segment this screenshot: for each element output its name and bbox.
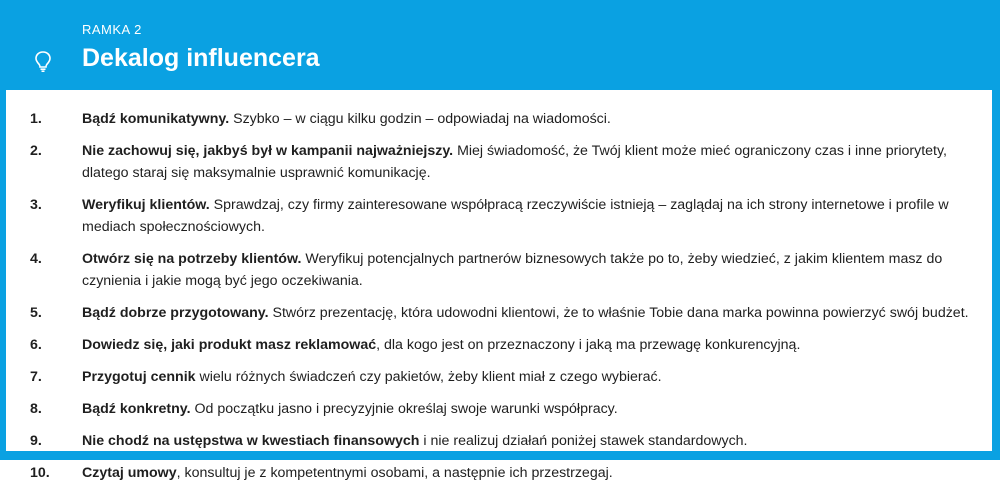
box-header (0, 0, 1000, 90)
list-item (6, 248, 992, 292)
list-item (6, 334, 992, 356)
item-lead: Dowiedz się, jaki produkt masz reklamować (82, 337, 377, 353)
item-number: 3. (30, 197, 42, 213)
decalogue-list (6, 108, 992, 494)
list-item (6, 108, 992, 130)
item-lead: Przygotuj cennik (82, 369, 196, 385)
item-text: , konsultuj je z kompetentnymi osobami, a następnie ich przestrzegaj. (176, 465, 613, 481)
lightbulb-icon (34, 50, 52, 72)
item-lead: Bądź konkretny. (82, 401, 191, 417)
list-item (6, 462, 992, 484)
item-text: wielu różnych świadczeń czy pakietów, żeby klient miał z czego wybierać. (195, 369, 662, 385)
item-text: Stwórz prezentację, która udowodni klientowi, że to właśnie Tobie dana marka powinna powierzyć swój budżet. (268, 305, 969, 321)
item-lead: Otwórz się na potrzeby klientów. (82, 251, 302, 267)
item-number: 5. (30, 305, 42, 321)
item-lead: Nie chodź na ustępstwa w kwestiach finansowych (82, 433, 420, 449)
item-number: 4. (30, 251, 42, 267)
list-item (6, 194, 992, 238)
item-number: 6. (30, 337, 42, 353)
item-number: 8. (30, 401, 42, 417)
item-text: Sprawdzaj, czy firmy zainteresowane współpracą rzeczywiście istnieją – zaglądaj na ich strony internetowe i profile w mediach społecznościowych. (82, 197, 949, 235)
list-item (6, 398, 992, 420)
item-lead: Nie zachowuj się, jakbyś był w kampanii najważniejszy. (82, 143, 454, 159)
item-number: 10. (30, 465, 50, 481)
box-kicker: RAMKA 2 (82, 22, 142, 37)
decalogue-panel (6, 90, 992, 481)
list-item (6, 430, 992, 452)
list-item (6, 302, 992, 324)
item-lead: Bądź dobrze przygotowany. (82, 305, 269, 321)
list-item (6, 366, 992, 388)
list-item (6, 140, 992, 184)
item-text: Od początku jasno i precyzyjnie określaj swoje warunki współpracy. (190, 401, 618, 417)
item-lead: Bądź komunikatywny. (82, 111, 230, 127)
item-text: Miej świadomość, że Twój klient może mieć ograniczony czas i inne priorytety, dlatego staraj się maksymalnie usprawnić komunikację. (82, 143, 947, 181)
item-text: i nie realizuj działań poniżej stawek standardowych. (419, 433, 748, 449)
item-text: Weryfikuj potencjalnych partnerów biznesowych także po to, żeby wiedzieć, z jakim klientem masz do czynienia i jakie mogą być jego oczekiwania. (82, 251, 943, 289)
item-text: Szybko – w ciągu kilku godzin – odpowiadaj na wiadomości. (229, 111, 611, 127)
box-title: Dekalog influencera (82, 44, 320, 72)
item-number: 1. (30, 111, 42, 127)
item-number: 7. (30, 369, 42, 385)
item-lead: Czytaj umowy (82, 465, 177, 481)
item-number: 9. (30, 433, 42, 449)
item-lead: Weryfikuj klientów. (82, 197, 210, 213)
item-number: 2. (30, 143, 42, 159)
item-text: , dla kogo jest on przeznaczony i jaką ma przewagę konkurencyjną. (376, 337, 801, 353)
